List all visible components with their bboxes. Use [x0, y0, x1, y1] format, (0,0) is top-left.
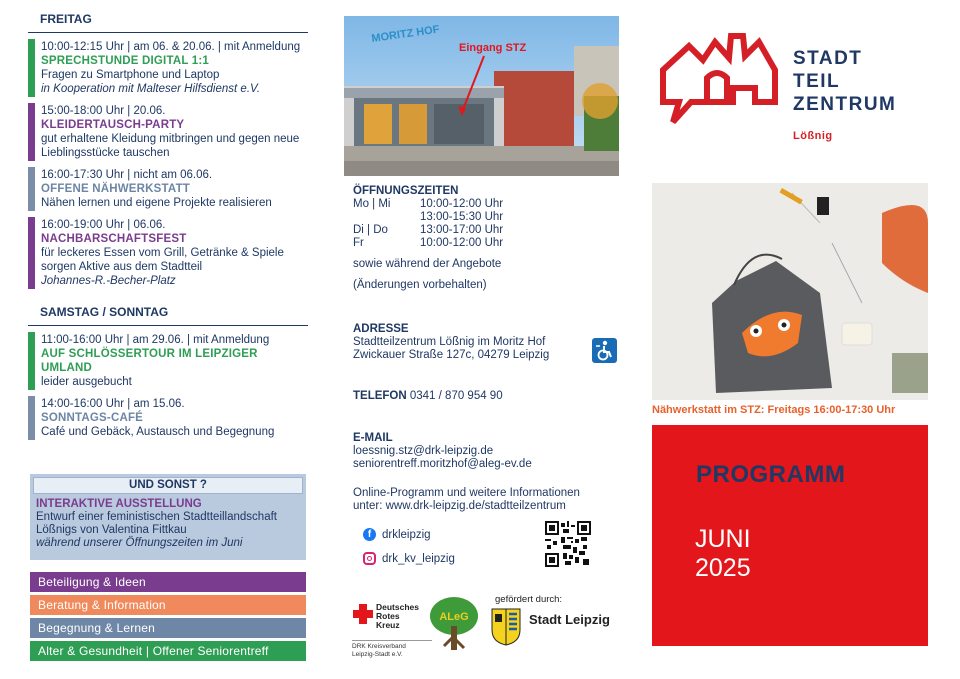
hours-heading: ÖFFNUNGSZEITEN — [353, 185, 459, 197]
opening-hours — [353, 185, 503, 292]
instagram-icon — [363, 552, 376, 565]
address-heading: ADRESSE — [353, 323, 409, 335]
event-desc: Fragen zu Smartphone und Laptop — [41, 69, 220, 81]
event-color-bar — [28, 167, 35, 211]
event-color-bar — [28, 39, 35, 97]
drk-sub-line: DRK Kreisverband — [352, 643, 406, 650]
event-color-bar — [28, 217, 35, 289]
event-desc: gut erhaltene Kleidung mitbringen und gegen neue Lieblingsstücke tauschen — [41, 133, 300, 159]
hours-row — [353, 237, 503, 250]
event-color-bar — [28, 396, 35, 440]
drk-sub-line: Leipzig-Stadt e.V. — [352, 651, 403, 658]
stadt-leipzig-name: Stadt Leipzig — [529, 612, 610, 627]
drk-name-line: Deutsches — [376, 602, 419, 612]
drk-name-line: Kreuz — [376, 620, 400, 630]
building-photo — [344, 16, 619, 176]
drk-name — [376, 603, 419, 630]
instagram-handle: drk_kv_leipzig — [382, 552, 455, 565]
event-naehwerkstatt — [28, 167, 308, 211]
event-color-bar — [28, 103, 35, 161]
programm-date — [695, 525, 751, 583]
event-title: SONNTAGS-CAFÉ — [41, 412, 144, 424]
category-begegnung: Begegnung & Lernen — [30, 618, 306, 638]
drk-name-line: Rotes — [376, 611, 400, 621]
hours-disclaimer: (Änderungen vorbehalten) — [353, 279, 487, 291]
event-title: SPRECHSTUNDE DIGITAL 1:1 — [41, 55, 209, 67]
hours-day — [353, 211, 420, 224]
friday-heading: FREITAG — [28, 10, 308, 33]
event-sonntagscafe — [28, 396, 308, 440]
event-nachbarschaftsfest — [28, 217, 308, 289]
address-line2: Zwickauer Straße 127c, 04279 Leipzig — [353, 349, 550, 361]
event-title: KLEIDERTAUSCH-PARTY — [41, 119, 185, 131]
programm-title: PROGRAMM — [696, 461, 846, 488]
red-cross-icon — [352, 603, 374, 625]
weekend-heading: SAMSTAG / SONNTAG — [28, 303, 308, 326]
qr-code-icon[interactable] — [545, 521, 591, 567]
event-time: 14:00-16:00 Uhr | am 15.06. — [41, 398, 185, 410]
facebook-icon: f — [363, 528, 376, 541]
drk-kreisverband — [352, 640, 432, 659]
email-address-seniorentreff[interactable]: seniorentreff.moritzhof@aleg-ev.de — [353, 458, 532, 470]
hours-day: Mo | Mi — [353, 198, 391, 210]
hours-time: 13:00-15:30 Uhr — [420, 211, 504, 223]
online-block — [353, 487, 580, 513]
exhibition-title: INTERAKTIVE AUSSTELLUNG — [36, 498, 202, 510]
event-schloessertour — [28, 332, 308, 390]
event-kleidertausch — [28, 103, 308, 161]
event-time: 16:00-19:00 Uhr | 06.06. — [41, 219, 166, 231]
logo-line: STADT — [793, 48, 863, 69]
event-note: Johannes-R.-Becher-Platz — [41, 275, 176, 287]
aleg-text: ALeG — [439, 611, 469, 623]
address-line1: Stadtteilzentrum Lößnig im Moritz Hof — [353, 336, 546, 348]
sewing-photo — [652, 183, 928, 400]
event-time: 10:00-12:15 Uhr | am 06. & 20.06. | mit Anmeldung — [41, 41, 301, 53]
phone-label: TELEFON — [353, 390, 407, 402]
hours-time: 10:00-12:00 Uhr — [420, 198, 504, 210]
event-desc: Nähen lernen und eigene Projekte realisieren — [41, 197, 272, 209]
building-sign: MORITZ HOF — [370, 23, 441, 45]
event-sprechstunde — [28, 39, 308, 97]
stadtteilzentrum-house-logo — [657, 32, 779, 136]
email-heading: E-MAIL — [353, 432, 393, 444]
wheelchair-accessible-icon — [592, 338, 617, 363]
event-color-bar — [28, 332, 35, 390]
hours-row — [353, 211, 503, 224]
event-time: 11:00-16:00 Uhr | am 29.06. | mit Anmeldung — [41, 334, 270, 346]
logo-line: ZENTRUM — [793, 94, 897, 115]
online-url[interactable]: unter: www.drk-leipzig.de/stadtteilzentrum — [353, 500, 566, 512]
event-time: 16:00-17:30 Uhr | nicht am 06.06. — [41, 169, 213, 181]
und-sonst-heading: UND SONST ? — [33, 477, 303, 494]
hours-row — [353, 198, 503, 211]
event-time: 15:00-18:00 Uhr | 20.06. — [41, 105, 166, 117]
und-sonst-body — [30, 494, 306, 554]
aleg-tree-logo — [428, 596, 480, 654]
exhibition-note: während unserer Öffnungszeiten im Juni — [36, 537, 243, 549]
event-desc: leider ausgebucht — [41, 376, 132, 388]
category-alter-gesundheit: Alter & Gesundheit | Offener Seniorentreff — [30, 641, 306, 661]
und-sonst-box — [30, 474, 306, 560]
sewing-caption: Nähwerkstatt im STZ: Freitags 16:00-17:30 Uhr — [652, 404, 896, 416]
logo-wordmark — [793, 47, 896, 116]
email-address-stz[interactable]: loessnig.stz@drk-leipzig.de — [353, 445, 494, 457]
hours-extra: sowie während der Angebote — [353, 258, 502, 270]
exhibition-desc: Entwurf einer feministischen Stadtteillandschaft Lößnigs von Valentina Fittkau — [36, 511, 277, 536]
event-title: AUF SCHLÖSSERTOUR IM LEIPZIGER UMLAND — [41, 348, 258, 374]
event-note: in Kooperation mit Malteser Hilfsdienst e.V. — [41, 83, 261, 95]
funded-by-label: gefördert durch: — [495, 594, 563, 605]
hours-time: 13:00-17:00 Uhr — [420, 224, 504, 236]
logo-line: TEIL — [793, 71, 841, 92]
facebook-link[interactable] — [363, 528, 431, 541]
hours-day: Fr — [353, 237, 364, 249]
programm-cover-box — [652, 425, 928, 646]
email-block — [353, 432, 532, 471]
left-column — [28, 10, 308, 440]
hours-table — [353, 198, 503, 250]
hours-day: Di | Do — [353, 224, 388, 236]
programm-month: JUNI — [695, 525, 751, 553]
online-info: Online-Programm und weitere Informationen — [353, 487, 580, 499]
drk-logo — [352, 602, 419, 630]
entrance-annotation: Eingang STZ — [459, 42, 527, 54]
instagram-link[interactable] — [363, 552, 455, 565]
event-title: NACHBARSCHAFTSFEST — [41, 233, 187, 245]
address-block — [353, 323, 549, 362]
event-desc: für leckeres Essen vom Grill, Getränke & Spiele sorgen Aktive aus dem Stadtteil — [41, 247, 284, 273]
leipzig-crest-icon — [491, 608, 521, 646]
logo-subtitle: Lößnig — [793, 130, 833, 142]
event-desc: Café und Gebäck, Austausch und Begegnung — [41, 426, 275, 438]
programm-year: 2025 — [695, 554, 751, 582]
category-beteiligung: Beteiligung & Ideen — [30, 572, 306, 592]
hours-time: 10:00-12:00 Uhr — [420, 237, 504, 249]
event-title: OFFENE NÄHWERKSTATT — [41, 183, 191, 195]
category-beratung: Beratung & Information — [30, 595, 306, 615]
phone-block — [353, 390, 503, 403]
phone-number[interactable]: 0341 / 870 954 90 — [409, 390, 503, 402]
hours-row — [353, 224, 503, 237]
facebook-handle: drkleipzig — [382, 528, 431, 541]
